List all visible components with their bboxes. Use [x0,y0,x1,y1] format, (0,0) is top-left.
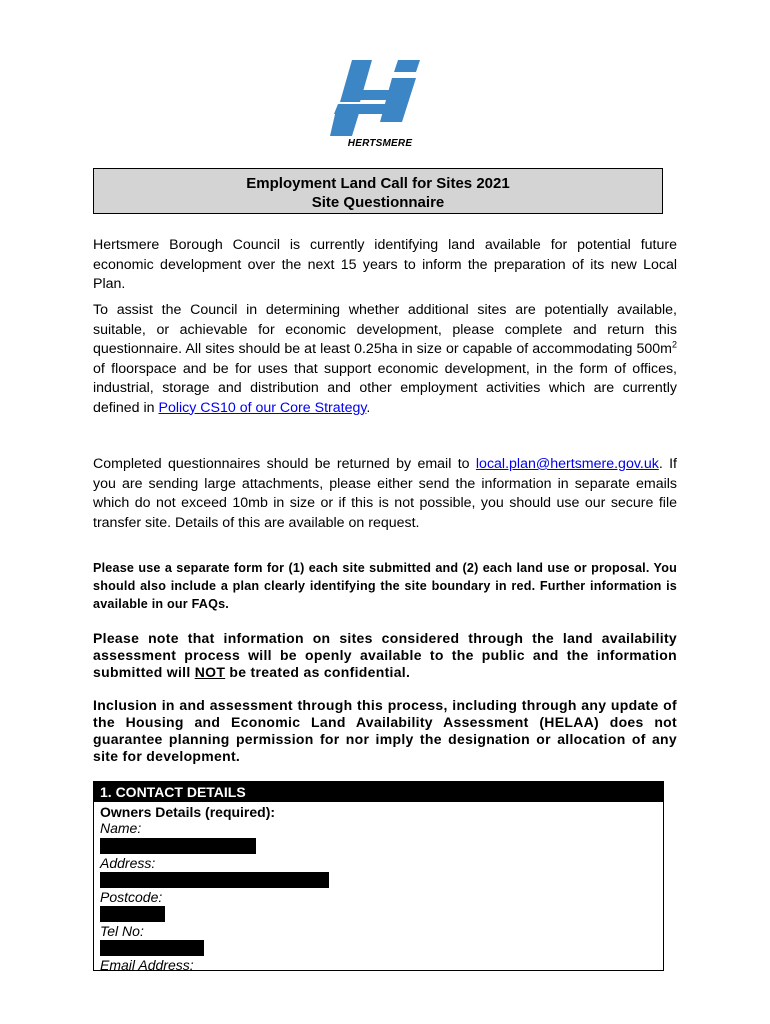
title-box [93,168,663,214]
note-text-end: be treated as confidential. [225,664,411,680]
contact-details-section [93,781,664,971]
note-text: Please note that information on sites considered through the land availability assessment process will be openly available to the public and the information submitted will [93,630,677,680]
intro-text: Hertsmere Borough Council is currently identifying land available for potential future economic development over the next 15 years to inform the preparation of its new Local Plan. [93,237,677,292]
assist-paragraph [93,301,677,418]
not-emphasis: NOT [194,664,226,680]
separate-form-paragraph [93,559,677,613]
logo-name: HERTSMERE [347,138,413,149]
tel-field-redacted[interactable] [100,940,204,956]
contact-header: 1. CONTACT DETAILS [94,782,663,802]
assist-end: . [366,399,371,416]
intro-paragraph [93,236,677,295]
address-field-redacted[interactable] [100,872,329,888]
owners-details-label: Owners Details (required): [100,804,276,820]
inclusion-text: Inclusion in and assessment through this process, including through any update of the Housing and Economic Land Availability Assessment (HELAA) does not guarantee planning permission for nor imply the designation or allocation of any site for development. [93,697,677,764]
returns-text-cont: . If you are sending large attachments, please either send the information in separate emails which do not exceed 10mb in size or if this is not possible, you should use our secure file transfer site. Details of this are available on request. [93,456,677,531]
name-label: Name: [100,820,142,836]
postcode-label: Postcode: [100,889,163,905]
page-title: Employment Land Call for Sites 2021 [246,175,510,192]
superscript-two: 2 [671,339,677,350]
address-label: Address: [100,855,156,871]
returns-paragraph [93,455,677,533]
name-field-redacted[interactable] [100,838,256,854]
assist-text: To assist the Council in determining whether additional sites are potentially available, suitable, or achievable for economic development, please complete and return this questionnaire. All sites should be at least 0.25ha in size or capable of accommodating 500m [93,302,677,357]
separate-form-text: Please use a separate form for (1) each site submitted and (2) each land use or proposal. You should also include a plan clearly identifying the site boundary in red. Further information is available in our FAQs. [93,561,677,611]
page-subtitle: Site Questionnaire [311,194,445,211]
assist-text-cont: of floorspace and be for uses that support economic development, in the form of offices, industrial, storage and distribution and other employment activities which are currently defined in [93,360,677,416]
postcode-field-redacted[interactable] [100,906,165,922]
inclusion-paragraph [93,697,677,765]
returns-text: Completed questionnaires should be returned by email to [93,456,476,472]
email-label: Email Address: [100,957,194,973]
note-paragraph [93,630,677,681]
tel-label: Tel No: [100,923,144,939]
email-link[interactable]: local.plan@hertsmere.gov.uk [475,456,659,472]
hertsmere-h-icon [330,60,430,138]
policy-cs10-link[interactable]: Policy CS10 of our Core Strategy [158,399,367,416]
hertsmere-logo [330,60,430,155]
